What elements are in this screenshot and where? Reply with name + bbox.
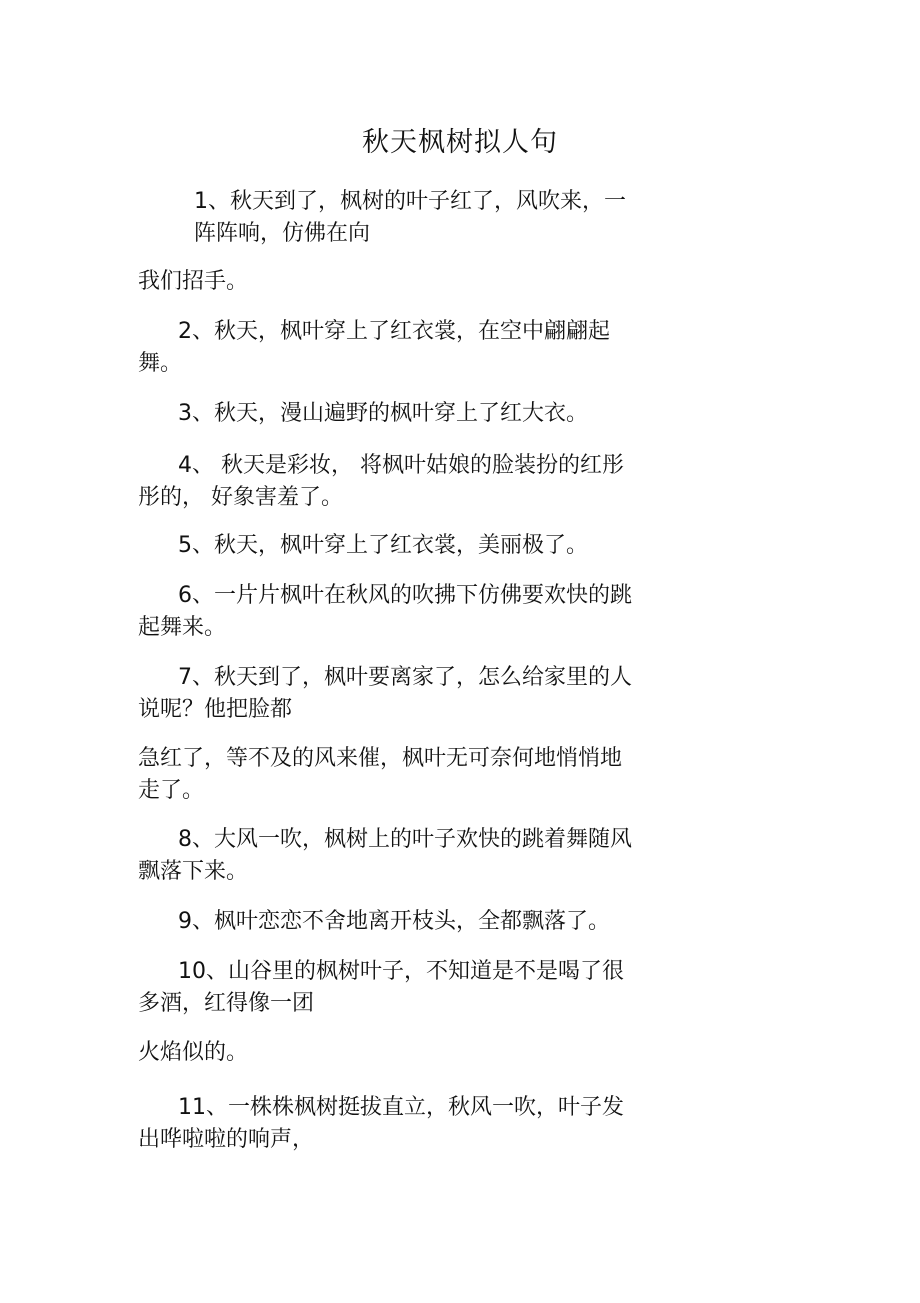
paragraph-9: [138, 906, 678, 938]
paragraph-9-text: 9、枫叶恋恋不舍地离开枝头，全都飘落了。: [178, 909, 610, 934]
paragraph-8: [138, 824, 678, 888]
paragraph-11-text: 11、一株株枫树挺拔直立，秋风一吹，叶子发 出哗啦啦的响声，: [138, 1095, 624, 1152]
paragraph-10: [138, 956, 678, 1020]
paragraph-3-text: 3、秋天，漫山遍野的枫叶穿上了红大衣。: [178, 401, 588, 426]
paragraph-7-continued: 急红了，等不及的风来催，枫叶无可奈何地悄悄地 走了。: [138, 746, 623, 803]
document-title: 秋天枫树拟人句: [362, 127, 558, 158]
paragraph-10-text: 10、山谷里的枫树叶子，不知道是不是喝了很 多酒，红得像一团: [138, 959, 624, 1016]
paragraph-6-text: 6、一片片枫叶在秋风的吹拂下仿佛要欢快的跳 起舞来。: [138, 583, 632, 640]
paragraph-4: [138, 450, 678, 514]
paragraph-5-text: 5、秋天，枫叶穿上了红衣裳，美丽极了。: [178, 533, 588, 558]
paragraph-7: [138, 662, 678, 726]
paragraph-10-continued: 火焰似的。: [138, 1040, 249, 1065]
paragraph-8-text: 8、大风一吹，枫树上的叶子欢快的跳着舞随风 飘落下来。: [138, 827, 632, 884]
paragraph-1-continued: 我们招手。: [138, 269, 249, 294]
paragraph-11: [138, 1092, 678, 1156]
paragraph-3: [138, 398, 678, 430]
paragraph-5: [138, 530, 678, 562]
paragraph-1: 1、秋天到了，枫树的叶子红了，风吹来，一 阵阵响，仿佛在向: [194, 189, 626, 246]
paragraph-7-text: 7、秋天到了，枫叶要离家了，怎么给家里的人 说呢？他把脸都: [138, 665, 632, 722]
paragraph-2: [138, 316, 678, 380]
paragraph-2-text: 2、秋天，枫叶穿上了红衣裳，在空中翩翩起 舞。: [138, 319, 610, 376]
paragraph-4-text: 4、 秋天是彩妆， 将枫叶姑娘的脸装扮的红彤 彤的， 好象害羞了。: [138, 453, 624, 510]
paragraph-6: [138, 580, 678, 644]
